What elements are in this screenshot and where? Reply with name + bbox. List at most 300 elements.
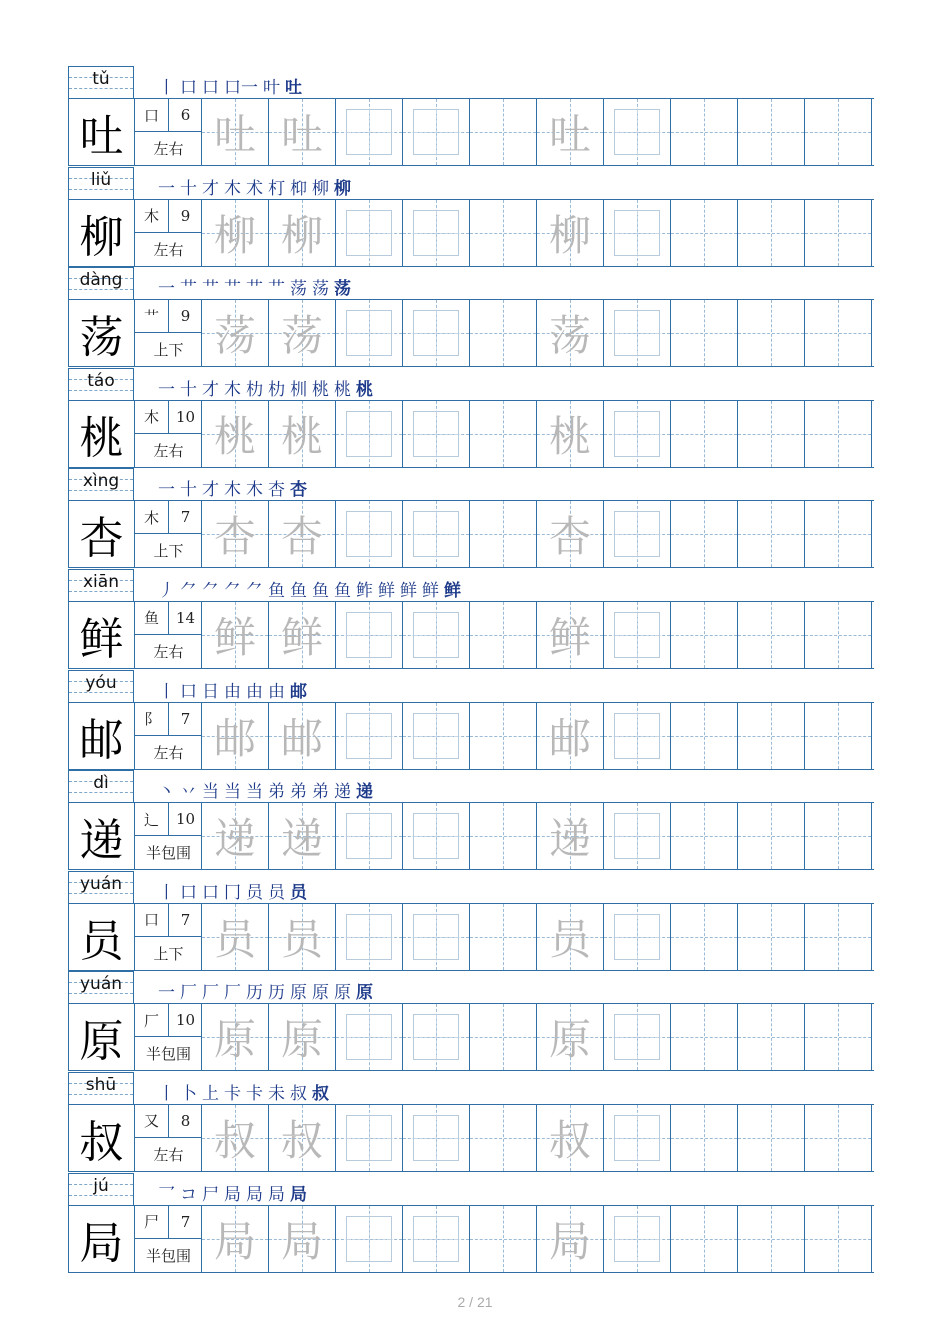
stroke-step: 木 bbox=[224, 178, 241, 199]
character-info bbox=[135, 300, 202, 366]
trace-cell[interactable] bbox=[537, 803, 604, 869]
character-info bbox=[135, 904, 202, 970]
stroke-count: 10 bbox=[169, 1004, 202, 1037]
trace-cell[interactable] bbox=[202, 1105, 269, 1171]
stroke-order bbox=[158, 74, 302, 98]
stroke-step: 递 bbox=[334, 782, 351, 803]
stroke-step: 口 bbox=[202, 78, 219, 98]
model-character: 原 bbox=[68, 1004, 135, 1070]
empty-grid-cell[interactable] bbox=[805, 1105, 872, 1171]
empty-grid-cell[interactable] bbox=[805, 803, 872, 869]
practice-box-cell[interactable] bbox=[604, 803, 671, 869]
trace-cell[interactable] bbox=[202, 904, 269, 970]
stroke-step: 口 bbox=[202, 882, 219, 903]
structure: 半包围 bbox=[145, 844, 191, 863]
empty-grid-cell[interactable] bbox=[470, 904, 537, 970]
trace-character: 递 bbox=[280, 814, 323, 864]
stroke-step: 十 bbox=[180, 379, 197, 400]
stroke-step: 杏 bbox=[268, 480, 285, 501]
stroke-step: 杏 bbox=[290, 480, 307, 501]
inner-practice-box bbox=[614, 1115, 660, 1161]
stroke-step: 十 bbox=[180, 480, 197, 501]
stroke-step: 艹 bbox=[268, 279, 285, 300]
inner-practice-box bbox=[346, 310, 392, 356]
model-character: 鲜 bbox=[68, 602, 135, 668]
stroke-step: 原 bbox=[356, 983, 373, 1004]
inner-practice-box bbox=[346, 210, 392, 256]
trace-cell[interactable] bbox=[269, 501, 336, 567]
inner-practice-box bbox=[413, 411, 459, 457]
practice-box-cell[interactable] bbox=[403, 1206, 470, 1272]
practice-box-cell[interactable] bbox=[336, 99, 403, 165]
stroke-step: 口一 bbox=[224, 78, 258, 98]
stroke-step: 丨 bbox=[158, 1083, 175, 1104]
empty-grid-cell[interactable] bbox=[805, 99, 872, 165]
character-entry bbox=[68, 66, 874, 167]
empty-grid-cell[interactable] bbox=[671, 200, 738, 266]
stroke-step: 鲜 bbox=[444, 580, 461, 601]
stroke-step: 口 bbox=[180, 78, 197, 98]
trace-cell[interactable] bbox=[269, 200, 336, 266]
inner-practice-box bbox=[614, 713, 660, 759]
character-entry bbox=[68, 871, 874, 972]
pinyin-box bbox=[68, 267, 134, 299]
stroke-step: 弟 bbox=[268, 782, 285, 803]
empty-grid-cell[interactable] bbox=[805, 300, 872, 366]
stroke-step: 荡 bbox=[334, 279, 351, 300]
pinyin-box bbox=[68, 468, 134, 500]
empty-grid-cell[interactable] bbox=[671, 300, 738, 366]
empty-grid-cell[interactable] bbox=[671, 401, 738, 467]
practice-box-cell[interactable] bbox=[336, 904, 403, 970]
trace-character: 邮 bbox=[213, 713, 256, 763]
empty-grid-cell[interactable] bbox=[470, 803, 537, 869]
stroke-step: ⺈ bbox=[224, 580, 241, 601]
trace-character: 鲜 bbox=[213, 612, 256, 662]
stroke-step: ⺈ bbox=[180, 580, 197, 601]
stroke-step: 历 bbox=[268, 983, 285, 1004]
character-entry bbox=[68, 468, 874, 569]
radical: 鱼 bbox=[135, 602, 169, 635]
inner-practice-box bbox=[413, 109, 459, 155]
practice-box-cell[interactable] bbox=[604, 602, 671, 668]
trace-character: 吐 bbox=[280, 110, 323, 159]
practice-box-cell[interactable] bbox=[604, 1105, 671, 1171]
stroke-step: 厂 bbox=[202, 983, 219, 1004]
stroke-order bbox=[158, 879, 307, 903]
practice-box-cell[interactable] bbox=[336, 1105, 403, 1171]
trace-character: 邮 bbox=[280, 713, 323, 763]
trace-cell[interactable] bbox=[269, 803, 336, 869]
stroke-step: 荡 bbox=[290, 279, 307, 300]
empty-grid-cell[interactable] bbox=[671, 904, 738, 970]
stroke-step: 原 bbox=[312, 983, 329, 1004]
practice-box-cell[interactable] bbox=[604, 99, 671, 165]
trace-character: 原 bbox=[280, 1015, 323, 1065]
stroke-step: 由 bbox=[224, 681, 241, 702]
empty-grid-cell[interactable] bbox=[470, 300, 537, 366]
stroke-step: 上 bbox=[202, 1083, 219, 1104]
stroke-step: 丨 bbox=[158, 78, 175, 98]
inner-practice-box bbox=[346, 813, 392, 859]
trace-cell[interactable] bbox=[537, 1105, 604, 1171]
character-entry bbox=[68, 1072, 874, 1173]
stroke-count: 9 bbox=[169, 200, 202, 233]
practice-box-cell[interactable] bbox=[604, 904, 671, 970]
stroke-step: 原 bbox=[290, 983, 307, 1004]
empty-grid-cell[interactable] bbox=[470, 200, 537, 266]
stroke-step: 卡 bbox=[224, 1083, 241, 1104]
trace-cell[interactable] bbox=[537, 1206, 604, 1272]
trace-character: 杏 bbox=[548, 512, 591, 562]
trace-character: 柳 bbox=[548, 210, 591, 260]
stroke-step: 荡 bbox=[312, 279, 329, 300]
trace-cell[interactable] bbox=[202, 602, 269, 668]
pinyin-text: liǔ bbox=[90, 169, 112, 190]
inner-practice-box bbox=[614, 914, 660, 960]
inner-practice-box bbox=[614, 612, 660, 658]
trace-cell[interactable] bbox=[269, 703, 336, 769]
trace-cell[interactable] bbox=[202, 803, 269, 869]
stroke-step: 才 bbox=[202, 178, 219, 199]
practice-box-cell[interactable] bbox=[604, 1004, 671, 1070]
stroke-count: 10 bbox=[169, 803, 202, 836]
practice-box-cell[interactable] bbox=[403, 1105, 470, 1171]
trace-cell[interactable] bbox=[537, 200, 604, 266]
stroke-order bbox=[158, 376, 373, 400]
inner-practice-box bbox=[413, 813, 459, 859]
trace-cell[interactable] bbox=[537, 1004, 604, 1070]
empty-grid-cell[interactable] bbox=[738, 401, 805, 467]
inner-practice-box bbox=[614, 411, 660, 457]
empty-grid-cell[interactable] bbox=[470, 703, 537, 769]
stroke-count: 7 bbox=[169, 501, 202, 534]
empty-grid-cell[interactable] bbox=[738, 1105, 805, 1171]
character-entry bbox=[68, 1173, 874, 1274]
stroke-step: 枊 bbox=[290, 178, 307, 199]
practice-box-cell[interactable] bbox=[403, 602, 470, 668]
pinyin-text: dì bbox=[93, 773, 109, 794]
empty-grid-cell[interactable] bbox=[738, 99, 805, 165]
stroke-step: 日 bbox=[202, 681, 219, 702]
writing-row bbox=[68, 802, 874, 870]
practice-box-cell[interactable] bbox=[403, 99, 470, 165]
pinyin-text: yuán bbox=[79, 974, 123, 995]
inner-practice-box bbox=[614, 210, 660, 256]
pinyin-box bbox=[68, 167, 134, 199]
trace-character: 柳 bbox=[280, 210, 323, 260]
trace-cell[interactable] bbox=[537, 300, 604, 366]
trace-cell[interactable] bbox=[537, 501, 604, 567]
practice-box-cell[interactable] bbox=[336, 501, 403, 567]
stroke-step: 鱼 bbox=[268, 580, 285, 601]
inner-practice-box bbox=[346, 109, 392, 155]
empty-grid-cell[interactable] bbox=[671, 1206, 738, 1272]
pinyin-text: jú bbox=[93, 1175, 109, 1196]
stroke-step: 邮 bbox=[290, 681, 307, 702]
stroke-step: 叔 bbox=[290, 1083, 307, 1104]
trace-character: 递 bbox=[213, 814, 256, 864]
character-info bbox=[135, 1004, 202, 1070]
stroke-count: 8 bbox=[169, 1105, 202, 1138]
practice-box-cell[interactable] bbox=[336, 703, 403, 769]
empty-grid-cell[interactable] bbox=[805, 1004, 872, 1070]
pinyin-text: shū bbox=[85, 1074, 117, 1095]
empty-grid-cell[interactable] bbox=[738, 1004, 805, 1070]
stroke-order bbox=[158, 175, 351, 199]
stroke-step: 鱼 bbox=[290, 580, 307, 601]
character-entry bbox=[68, 971, 874, 1072]
empty-grid-cell[interactable] bbox=[805, 401, 872, 467]
practice-box-cell[interactable] bbox=[604, 300, 671, 366]
inner-practice-box bbox=[346, 914, 392, 960]
empty-grid-cell[interactable] bbox=[805, 1206, 872, 1272]
trace-cell[interactable] bbox=[269, 904, 336, 970]
empty-grid-cell[interactable] bbox=[671, 602, 738, 668]
stroke-step: 丶 bbox=[158, 782, 175, 803]
structure: 上下 bbox=[153, 341, 184, 360]
inner-practice-box bbox=[346, 511, 392, 557]
empty-grid-cell[interactable] bbox=[805, 602, 872, 668]
trace-character: 员 bbox=[280, 914, 323, 964]
stroke-step: 员 bbox=[290, 882, 307, 903]
empty-grid-cell[interactable] bbox=[805, 904, 872, 970]
stroke-step: 才 bbox=[202, 480, 219, 501]
practice-box-cell[interactable] bbox=[336, 803, 403, 869]
trace-character: 局 bbox=[280, 1216, 323, 1266]
trace-character: 局 bbox=[213, 1216, 256, 1266]
empty-grid-cell[interactable] bbox=[470, 1004, 537, 1070]
stroke-order bbox=[158, 577, 461, 601]
empty-grid-cell[interactable] bbox=[805, 703, 872, 769]
stroke-step: 局 bbox=[290, 1184, 307, 1205]
empty-grid-cell[interactable] bbox=[671, 99, 738, 165]
trace-cell[interactable] bbox=[202, 1206, 269, 1272]
stroke-order bbox=[158, 1080, 329, 1104]
empty-grid-cell[interactable] bbox=[470, 501, 537, 567]
stroke-step: 艹 bbox=[224, 279, 241, 300]
stroke-count: 7 bbox=[169, 703, 202, 736]
stroke-step: 朸 bbox=[246, 379, 263, 400]
stroke-step: 尸 bbox=[202, 1184, 219, 1205]
practice-box-cell[interactable] bbox=[604, 200, 671, 266]
empty-grid-cell[interactable] bbox=[738, 1206, 805, 1272]
practice-box-cell[interactable] bbox=[604, 703, 671, 769]
pinyin-text: tǔ bbox=[92, 69, 110, 89]
trace-character: 叔 bbox=[213, 1115, 256, 1165]
empty-grid-cell[interactable] bbox=[738, 803, 805, 869]
radical: 木 bbox=[135, 401, 169, 434]
practice-box-cell[interactable] bbox=[403, 703, 470, 769]
inner-practice-box bbox=[413, 210, 459, 256]
stroke-step: 一 bbox=[158, 279, 175, 300]
trace-character: 荡 bbox=[548, 311, 591, 361]
trace-cell[interactable] bbox=[202, 501, 269, 567]
practice-box-cell[interactable] bbox=[336, 1004, 403, 1070]
stroke-step: 冂 bbox=[224, 882, 241, 903]
writing-row bbox=[68, 199, 874, 267]
practice-box-cell[interactable] bbox=[403, 200, 470, 266]
empty-grid-cell[interactable] bbox=[805, 200, 872, 266]
practice-box-cell[interactable] bbox=[403, 904, 470, 970]
stroke-step: 一 bbox=[158, 379, 175, 400]
practice-box-cell[interactable] bbox=[403, 300, 470, 366]
radical: 辶 bbox=[135, 803, 169, 836]
pinyin-box bbox=[68, 670, 134, 702]
practice-box-cell[interactable] bbox=[604, 401, 671, 467]
trace-cell[interactable] bbox=[202, 300, 269, 366]
stroke-step: 鲜 bbox=[422, 580, 439, 601]
trace-cell[interactable] bbox=[269, 1206, 336, 1272]
pinyin-text: xiān bbox=[83, 571, 119, 592]
stroke-step: 柳 bbox=[334, 178, 351, 199]
stroke-step: 口 bbox=[180, 681, 197, 702]
trace-cell[interactable] bbox=[537, 602, 604, 668]
empty-grid-cell[interactable] bbox=[671, 703, 738, 769]
model-character: 递 bbox=[68, 803, 135, 869]
trace-character: 吐 bbox=[548, 110, 591, 159]
radical: 口 bbox=[135, 904, 169, 937]
writing-row bbox=[68, 601, 874, 669]
trace-cell[interactable] bbox=[269, 1105, 336, 1171]
practice-box-cell[interactable] bbox=[403, 501, 470, 567]
stroke-step: ⺈ bbox=[202, 580, 219, 601]
trace-cell[interactable] bbox=[269, 401, 336, 467]
pinyin-text: yóu bbox=[85, 672, 117, 693]
inner-practice-box bbox=[346, 612, 392, 658]
practice-box-cell[interactable] bbox=[604, 501, 671, 567]
trace-cell[interactable] bbox=[269, 99, 336, 165]
trace-cell[interactable] bbox=[537, 703, 604, 769]
stroke-step: 乛 bbox=[158, 1184, 175, 1205]
stroke-step: 厂 bbox=[180, 983, 197, 1004]
stroke-step: 历 bbox=[246, 983, 263, 1004]
stroke-step: 木 bbox=[246, 480, 263, 501]
empty-grid-cell[interactable] bbox=[738, 300, 805, 366]
stroke-step: 鱼 bbox=[334, 580, 351, 601]
empty-grid-cell[interactable] bbox=[738, 904, 805, 970]
inner-practice-box bbox=[413, 1115, 459, 1161]
stroke-step: 递 bbox=[356, 782, 373, 803]
stroke-step: 叔 bbox=[312, 1083, 329, 1104]
empty-grid-cell[interactable] bbox=[738, 602, 805, 668]
model-character: 邮 bbox=[68, 703, 135, 769]
empty-grid-cell[interactable] bbox=[738, 703, 805, 769]
pinyin-box bbox=[68, 871, 134, 903]
empty-grid-cell[interactable] bbox=[470, 1105, 537, 1171]
empty-grid-cell[interactable] bbox=[805, 501, 872, 567]
structure: 左右 bbox=[153, 642, 184, 661]
character-info bbox=[135, 401, 202, 467]
writing-row bbox=[68, 702, 874, 770]
practice-box-cell[interactable] bbox=[336, 602, 403, 668]
trace-cell[interactable] bbox=[202, 200, 269, 266]
stroke-step: 桃 bbox=[312, 379, 329, 400]
trace-cell[interactable] bbox=[537, 904, 604, 970]
model-character: 柳 bbox=[68, 200, 135, 266]
stroke-step: 由 bbox=[268, 681, 285, 702]
stroke-count: 14 bbox=[169, 602, 202, 635]
character-info bbox=[135, 501, 202, 567]
practice-box-cell[interactable] bbox=[336, 300, 403, 366]
trace-character: 杏 bbox=[280, 512, 323, 562]
empty-grid-cell[interactable] bbox=[470, 99, 537, 165]
stroke-step: 员 bbox=[246, 882, 263, 903]
model-character: 桃 bbox=[68, 401, 135, 467]
trace-character: 原 bbox=[548, 1015, 591, 1065]
empty-grid-cell[interactable] bbox=[671, 1004, 738, 1070]
stroke-step: 员 bbox=[268, 882, 285, 903]
character-entry bbox=[68, 267, 874, 368]
stroke-step: 局 bbox=[224, 1184, 241, 1205]
structure: 左右 bbox=[153, 743, 184, 762]
inner-practice-box bbox=[614, 310, 660, 356]
empty-grid-cell[interactable] bbox=[671, 803, 738, 869]
structure: 左右 bbox=[153, 1145, 184, 1164]
structure: 左右 bbox=[153, 240, 184, 259]
pinyin-box bbox=[68, 1072, 134, 1104]
pinyin-box bbox=[68, 1173, 134, 1205]
practice-box-cell[interactable] bbox=[403, 803, 470, 869]
stroke-step: ⺈ bbox=[246, 580, 263, 601]
practice-box-cell[interactable] bbox=[336, 1206, 403, 1272]
trace-cell[interactable] bbox=[202, 99, 269, 165]
trace-cell[interactable] bbox=[202, 1004, 269, 1070]
practice-box-cell[interactable] bbox=[403, 1004, 470, 1070]
empty-grid-cell[interactable] bbox=[470, 1206, 537, 1272]
character-info bbox=[135, 99, 202, 165]
stroke-step: 艹 bbox=[180, 279, 197, 300]
practice-box-cell[interactable] bbox=[604, 1206, 671, 1272]
empty-grid-cell[interactable] bbox=[470, 602, 537, 668]
trace-cell[interactable] bbox=[537, 99, 604, 165]
character-info bbox=[135, 200, 202, 266]
trace-cell[interactable] bbox=[269, 300, 336, 366]
stroke-step: 才 bbox=[202, 379, 219, 400]
stroke-order bbox=[158, 778, 373, 802]
stroke-step: 杊 bbox=[290, 379, 307, 400]
practice-box-cell[interactable] bbox=[403, 401, 470, 467]
trace-cell[interactable] bbox=[202, 401, 269, 467]
stroke-step: 鲜 bbox=[400, 580, 417, 601]
trace-cell[interactable] bbox=[202, 703, 269, 769]
trace-cell[interactable] bbox=[537, 401, 604, 467]
stroke-step: 吐 bbox=[285, 78, 302, 98]
practice-box-cell[interactable] bbox=[336, 200, 403, 266]
stroke-step: 木 bbox=[224, 480, 241, 501]
practice-box-cell[interactable] bbox=[336, 401, 403, 467]
trace-character: 员 bbox=[213, 914, 256, 964]
structure: 上下 bbox=[153, 944, 184, 963]
radical: 阝 bbox=[135, 703, 169, 736]
inner-practice-box bbox=[614, 1014, 660, 1060]
stroke-step: 鲊 bbox=[356, 580, 373, 601]
stroke-step: 一 bbox=[158, 983, 175, 1004]
empty-grid-cell[interactable] bbox=[738, 501, 805, 567]
empty-grid-cell[interactable] bbox=[738, 200, 805, 266]
empty-grid-cell[interactable] bbox=[671, 501, 738, 567]
empty-grid-cell[interactable] bbox=[671, 1105, 738, 1171]
empty-grid-cell[interactable] bbox=[470, 401, 537, 467]
stroke-step: 一 bbox=[158, 480, 175, 501]
writing-row bbox=[68, 1104, 874, 1172]
stroke-count: 7 bbox=[169, 1206, 202, 1239]
trace-character: 鲜 bbox=[280, 612, 323, 662]
trace-cell[interactable] bbox=[269, 602, 336, 668]
trace-cell[interactable] bbox=[269, 1004, 336, 1070]
character-info bbox=[135, 803, 202, 869]
trace-character: 员 bbox=[548, 914, 591, 964]
